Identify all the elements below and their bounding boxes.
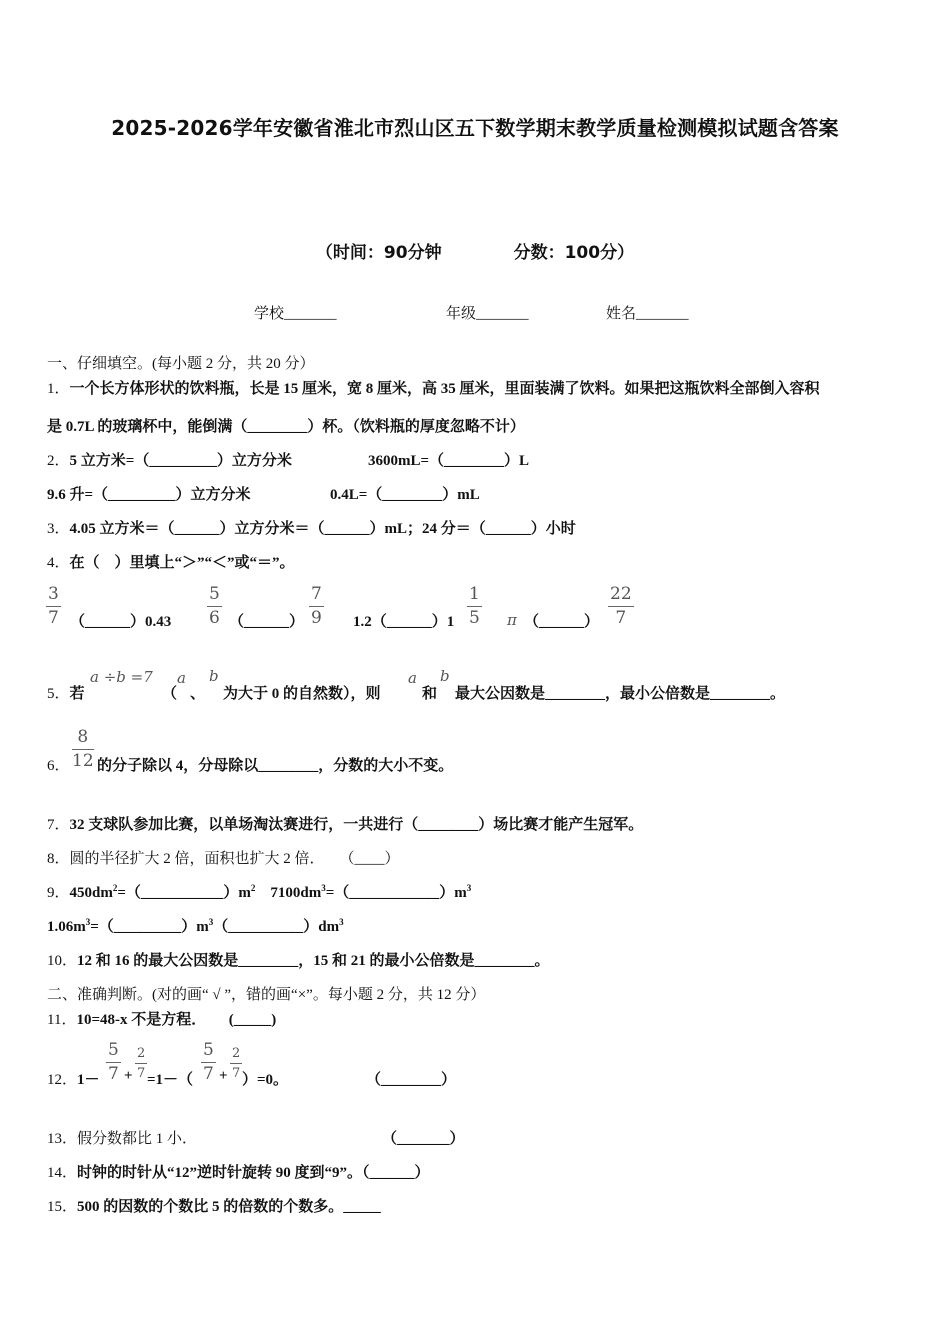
question-5 bbox=[47, 682, 85, 703]
q4-text: 在（ ）里填上“＞”“＜”或“＝”。 bbox=[69, 555, 295, 571]
q4-fraction-3: 7 9 bbox=[311, 584, 322, 628]
q1-number: 1． bbox=[47, 381, 70, 397]
q13-text: 假分数都比 1 小． bbox=[77, 1131, 198, 1147]
q7-number: 7． bbox=[47, 817, 70, 833]
q4-fraction-2: 5 6 bbox=[209, 584, 220, 628]
q4-fraction-5: 22 7 bbox=[610, 584, 632, 628]
q2-number: 2． bbox=[47, 453, 70, 469]
q6-text: 的分子除以 4，分母除以________，分数的大小不变。 bbox=[97, 758, 454, 774]
q1-line1: 一个长方体形状的饮料瓶，长是 15 厘米，宽 8 厘米，高 35 厘米，里面装满了饮料。如果把这瓶饮料全部倒入容积 bbox=[69, 381, 820, 397]
q8-text: 圆的半径扩大 2 倍，面积也扩大 2 倍． （____） bbox=[69, 851, 400, 867]
exam-meta bbox=[0, 238, 950, 263]
q1-line2: 是 0.7L 的玻璃杯中，能倒满（________）杯。（饮料瓶的厚度忽略不计） bbox=[47, 419, 525, 435]
q5-var-a: a bbox=[177, 669, 186, 687]
q12-pre: 1－ bbox=[77, 1072, 100, 1088]
grade-field: 年级_______ bbox=[446, 306, 529, 322]
question-2 bbox=[47, 449, 292, 470]
q15-text: 500 的因数的个数比 5 的倍数的个数多。_____ bbox=[77, 1199, 381, 1215]
q4-compare-2: （______） bbox=[229, 614, 305, 630]
exam-score: 分数：100分） bbox=[513, 243, 635, 263]
q5-var-a2: a bbox=[408, 669, 417, 687]
q5-var-b2: b bbox=[440, 667, 450, 685]
q4-pi-symbol: π bbox=[507, 611, 517, 629]
question-15 bbox=[47, 1195, 381, 1216]
question-4 bbox=[47, 551, 295, 572]
q4-compare-3: 1.2（______）1 bbox=[353, 614, 455, 630]
q2-part-d: 0.4L=（________）mL bbox=[330, 487, 480, 503]
q5-text-1: 为大于 0 的自然数），则 bbox=[223, 686, 381, 702]
question-10 bbox=[47, 949, 550, 970]
school-field: 学校_______ bbox=[254, 306, 337, 322]
q5-separator: 、 bbox=[190, 686, 206, 702]
q5-ruo: 若 bbox=[69, 686, 85, 702]
q10-text: 12 和 16 的最大公因数是________，15 和 21 的最小公倍数是________。 bbox=[77, 953, 550, 969]
q11-number: 11． bbox=[47, 1012, 77, 1028]
q3-text: 4.05 立方米＝（______）立方分米＝（______）mL；24 分＝（______）小时 bbox=[69, 521, 576, 537]
q2-part-c: 9.6 升=（_________）立方分米 bbox=[47, 487, 251, 503]
q12-fraction-1: 5 7 bbox=[108, 1040, 119, 1084]
q12-plus-2: + bbox=[219, 1068, 228, 1084]
q15-number: 15． bbox=[47, 1199, 78, 1215]
question-9: 9．$450dm^2=(\_\_\_\_\_\_\_\_\_\_\_)m^2$ $7100dm^3=(\_\_\_\_\_\_\_\_\_\_\_\_)m^3$ bbox=[47, 883, 472, 901]
q6-fraction: 8 12 bbox=[72, 727, 94, 771]
q9-line2: $1.06m^3=(\_\_\_\_\_\_\_\_\_)m^3(\_\_\_\_\_\_\_\_\_\_)dm^3$ bbox=[47, 917, 344, 935]
exam-time: （时间：90分钟 bbox=[315, 243, 442, 263]
q12-number: 12． bbox=[47, 1072, 78, 1088]
question-14 bbox=[47, 1161, 430, 1182]
question-8 bbox=[47, 847, 400, 868]
q4-number: 4． bbox=[47, 555, 70, 571]
q4-compare-1: （______）0.43 bbox=[70, 614, 172, 630]
question-12 bbox=[47, 1068, 100, 1089]
question-11 bbox=[47, 1008, 276, 1029]
q12-middle: =1－（ bbox=[147, 1072, 194, 1088]
q13-answer-blank: （_______） bbox=[382, 1131, 465, 1147]
q4-fraction-4: 1 5 bbox=[469, 584, 480, 628]
q10-number: 10． bbox=[47, 953, 78, 969]
q5-number: 5． bbox=[47, 686, 70, 702]
q5-text-2: 最大公因数是________，最小公倍数是________。 bbox=[455, 686, 786, 702]
name-field: 姓名_______ bbox=[606, 306, 689, 322]
q5-expression: a ÷b =7 bbox=[90, 668, 153, 686]
q7-text: 32 支球队参加比赛，以单场淘汰赛进行，一共进行（________）场比赛才能产生冠军。 bbox=[69, 817, 644, 833]
q12-answer-blank: （________） bbox=[366, 1072, 457, 1088]
q12-fraction-3: 5 7 bbox=[203, 1040, 214, 1084]
q5-var-b: b bbox=[209, 667, 219, 685]
q14-number: 14． bbox=[47, 1165, 78, 1181]
q11-text: 10=48-x 不是方程． (_____) bbox=[76, 1012, 277, 1028]
q5-paren: （ bbox=[162, 686, 178, 702]
document-title: 2025-2026学年安徽省淮北市烈山区五下数学期末教学质量检测模拟试题含答案 bbox=[111, 116, 839, 140]
q9-number: 9． bbox=[47, 885, 70, 901]
q4-compare-4: （______） bbox=[524, 614, 600, 630]
q4-fraction-1: 3 7 bbox=[48, 584, 59, 628]
q3-number: 3． bbox=[47, 521, 70, 537]
q12-fraction-2: 2 7 bbox=[137, 1046, 146, 1081]
q13-number: 13． bbox=[47, 1131, 78, 1147]
q8-number: 8． bbox=[47, 851, 70, 867]
question-13 bbox=[47, 1127, 197, 1148]
section2-heading: 二、准确判断。(对的画“ √ ”，错的画“×”。每小题 2 分，共 12 分） bbox=[47, 987, 486, 1003]
q12-fraction-4: 2 7 bbox=[232, 1046, 241, 1081]
q2-part-b: 3600mL=（________）L bbox=[368, 453, 530, 469]
q6-number: 6． bbox=[47, 758, 70, 774]
question-1 bbox=[47, 377, 820, 398]
question-7 bbox=[47, 813, 643, 834]
q12-plus-1: + bbox=[124, 1068, 133, 1084]
q14-text: 时钟的时针从“12”逆时针旋转 90 度到“9”。（______） bbox=[77, 1165, 430, 1181]
q12-post: ）=0。 bbox=[242, 1072, 289, 1088]
question-3 bbox=[47, 517, 576, 538]
q5-he: 和 bbox=[422, 686, 438, 702]
section1-heading: 一、仔细填空。(每小题 2 分，共 20 分） bbox=[47, 356, 315, 372]
q2-part-a: 5 立方米=（_________）立方分米 bbox=[69, 453, 292, 469]
